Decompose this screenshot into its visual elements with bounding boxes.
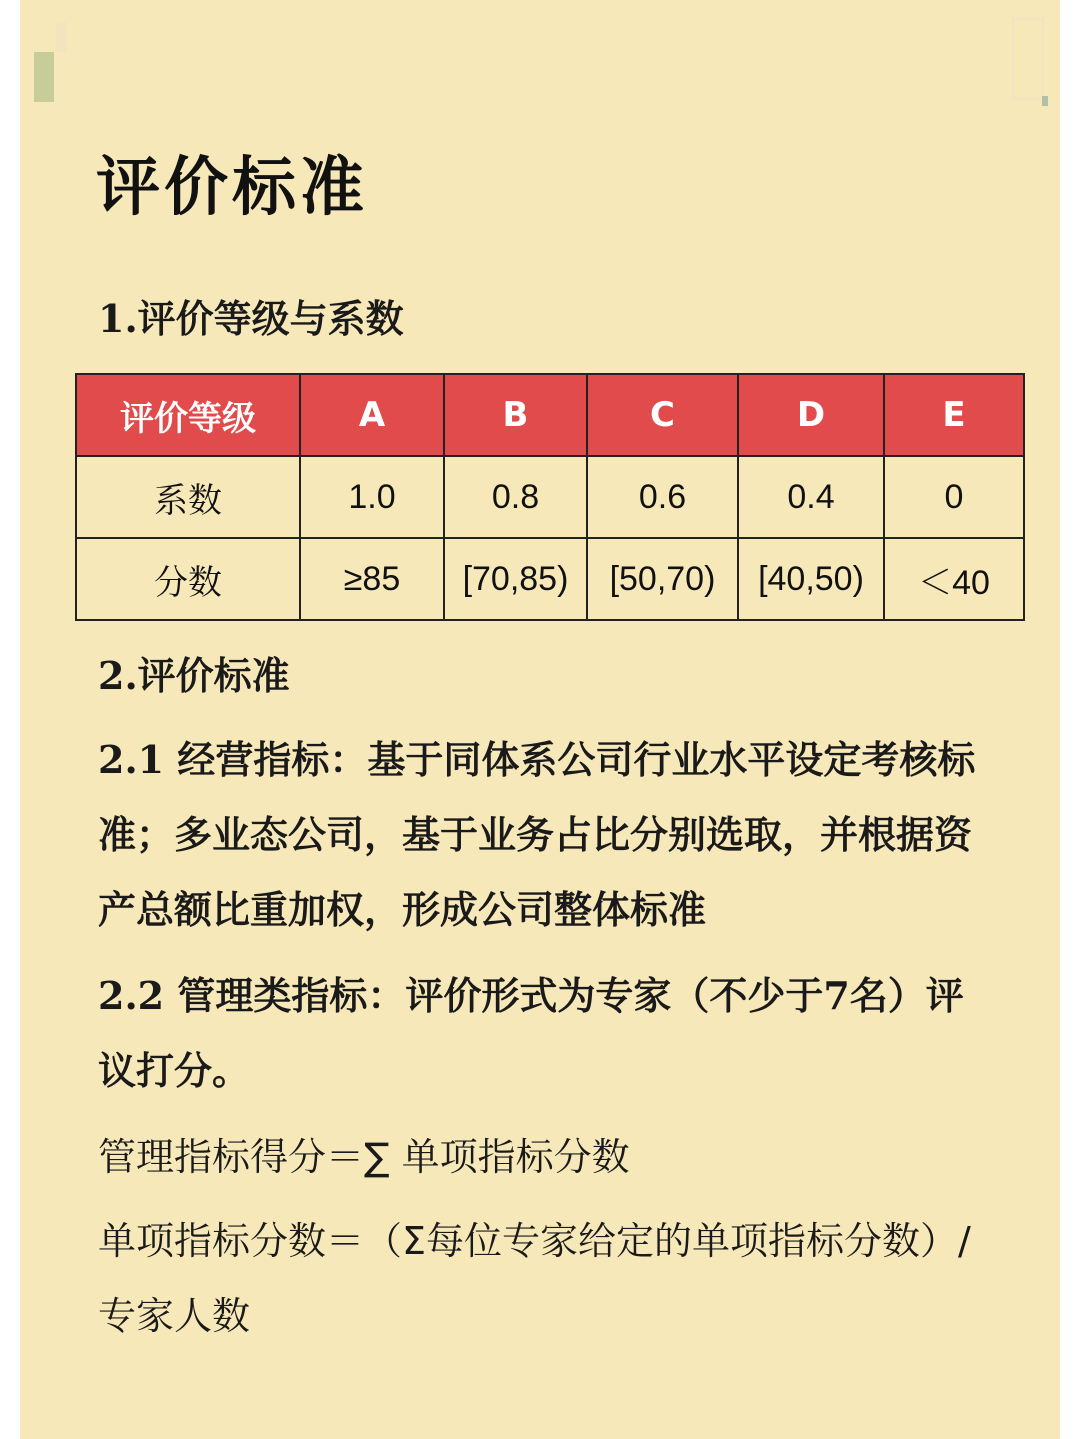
decorative-bar — [34, 52, 54, 102]
formula-item-score: 单项指标分数＝（Σ每位专家给定的单项指标分数）/ 专家人数 — [98, 1219, 971, 1338]
header-cell-e: E — [884, 374, 1024, 456]
row-label-coefficient: 系数 — [76, 456, 300, 538]
table-cell: ＜40 — [884, 538, 1024, 620]
table-row — [76, 538, 1024, 620]
paragraph-business-indicators: 2.1 经营指标：基于同体系公司行业水平设定考核标准；多业态公司，基于业务占比分别选取，并根据资产总额比重加权，形成公司整体标准 — [98, 737, 976, 932]
section-heading-grades: 1.评价等级与系数 — [98, 296, 404, 341]
table-row — [76, 456, 1024, 538]
header-cell-b: B — [444, 374, 587, 456]
header-cell-a: A — [300, 374, 444, 456]
table-cell: [40,50) — [738, 538, 884, 620]
table-header-row — [76, 374, 1024, 456]
row-label-score: 分数 — [76, 538, 300, 620]
decorative-dot — [1042, 96, 1048, 106]
header-cell-d: D — [738, 374, 884, 456]
header-cell-grade: 评价等级 — [76, 374, 300, 456]
table-cell: 0.8 — [444, 456, 587, 538]
table-cell: 0 — [884, 456, 1024, 538]
table-cell: [50,70) — [587, 538, 738, 620]
document-page — [20, 0, 1060, 1439]
decorative-strip — [56, 22, 66, 52]
grade-coefficient-table — [75, 373, 1025, 621]
table-cell: ≥85 — [300, 538, 444, 620]
table-cell: 0.4 — [738, 456, 884, 538]
decorative-frame — [1012, 18, 1044, 100]
header-cell-c: C — [587, 374, 738, 456]
section-heading-criteria: 2.评价标准 — [98, 653, 290, 698]
page-title: 评价标准 — [96, 151, 368, 225]
table-cell: 1.0 — [300, 456, 444, 538]
table-cell: 0.6 — [587, 456, 738, 538]
paragraph-management-indicators: 2.2 管理类指标：评价形式为专家（不少于7名）评议打分。 — [98, 973, 964, 1093]
table-cell: [70,85) — [444, 538, 587, 620]
formula-management-score: 管理指标得分＝∑ 单项指标分数 — [98, 1135, 630, 1179]
